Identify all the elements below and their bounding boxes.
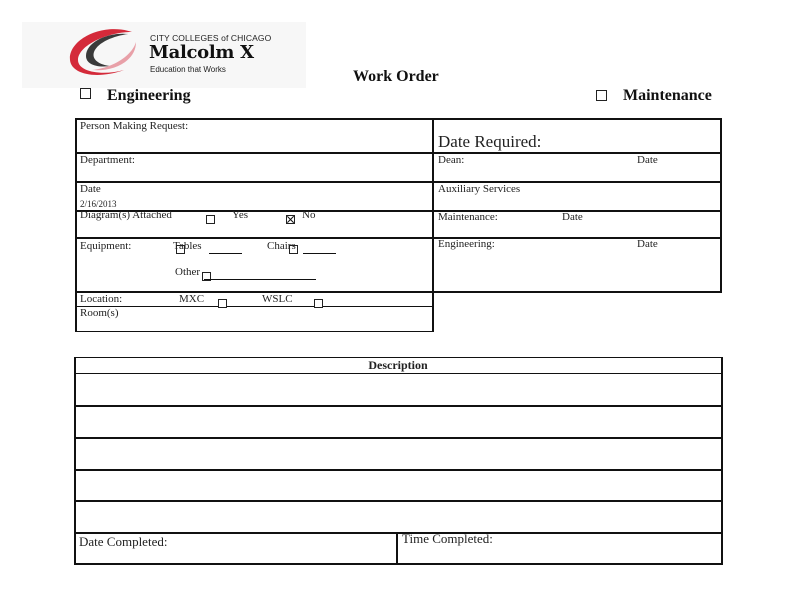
chairs-quantity-field[interactable] bbox=[303, 243, 336, 254]
college-logo-icon bbox=[62, 24, 146, 84]
maintenance-signoff-label: Maintenance: bbox=[438, 211, 498, 223]
mxc-label: MXC bbox=[179, 293, 205, 305]
mxc-checkbox[interactable] bbox=[218, 299, 227, 308]
engineering-checkbox[interactable] bbox=[80, 88, 91, 99]
engineering-option[interactable] bbox=[80, 86, 91, 104]
rooms-field[interactable] bbox=[78, 318, 430, 330]
date-label: Date bbox=[80, 183, 101, 195]
department-label: Department: bbox=[80, 154, 135, 166]
department-field[interactable] bbox=[78, 166, 430, 180]
date-value[interactable]: 2/16/2013 bbox=[80, 199, 117, 209]
dean-date-label: Date bbox=[637, 154, 658, 166]
rooms-label: Room(s) bbox=[80, 307, 119, 319]
maintenance-option[interactable] bbox=[596, 88, 607, 106]
location-label: Location: bbox=[80, 293, 123, 305]
other-label: Other bbox=[175, 266, 201, 278]
wslc-checkbox[interactable] bbox=[314, 299, 323, 308]
diagrams-yes-label: Yes bbox=[232, 209, 249, 221]
description-row-4[interactable] bbox=[76, 471, 720, 499]
dean-label: Dean: bbox=[438, 154, 465, 166]
date-completed-label: Date Completed: bbox=[79, 534, 168, 549]
tables-quantity-field[interactable] bbox=[209, 243, 242, 254]
description-row-2[interactable] bbox=[76, 407, 720, 436]
time-completed-label: Time Completed: bbox=[402, 531, 493, 546]
engineering-label: Engineering bbox=[107, 87, 191, 104]
logo-org-text: CITY COLLEGES of CHICAGO bbox=[150, 33, 272, 43]
person-request-field[interactable] bbox=[78, 134, 430, 150]
tables-label: Tables bbox=[173, 240, 202, 252]
diagrams-no-label: No bbox=[302, 209, 316, 221]
chairs-label: Chairs bbox=[267, 240, 296, 252]
logo-tagline: Education that Works bbox=[150, 65, 226, 74]
description-row-1[interactable] bbox=[76, 375, 720, 404]
description-header: Description bbox=[368, 358, 428, 372]
description-row-5[interactable] bbox=[76, 502, 720, 531]
engineering-signoff-label: Engineering: bbox=[438, 238, 495, 250]
engineering-date-label: Date bbox=[637, 238, 658, 250]
maintenance-checkbox[interactable] bbox=[596, 90, 607, 101]
maintenance-date-label: Date bbox=[562, 211, 583, 223]
equipment-label: Equipment: bbox=[80, 240, 132, 252]
auxiliary-services-label: Auxiliary Services bbox=[438, 183, 521, 195]
description-row-3[interactable] bbox=[76, 439, 720, 468]
diagrams-no-checkbox[interactable] bbox=[286, 215, 295, 224]
person-request-label: Person Making Request: bbox=[80, 120, 189, 132]
page-title: Work Order bbox=[353, 68, 439, 85]
date-required-label: Date Required: bbox=[438, 132, 542, 151]
wslc-label: WSLC bbox=[262, 293, 293, 305]
diagrams-label: Diagram(s) Attached bbox=[80, 209, 172, 221]
other-field[interactable] bbox=[204, 269, 316, 280]
maintenance-label: Maintenance bbox=[623, 87, 712, 104]
logo-name-text: Malcolm X bbox=[149, 42, 254, 63]
diagrams-yes-checkbox[interactable] bbox=[206, 215, 215, 224]
